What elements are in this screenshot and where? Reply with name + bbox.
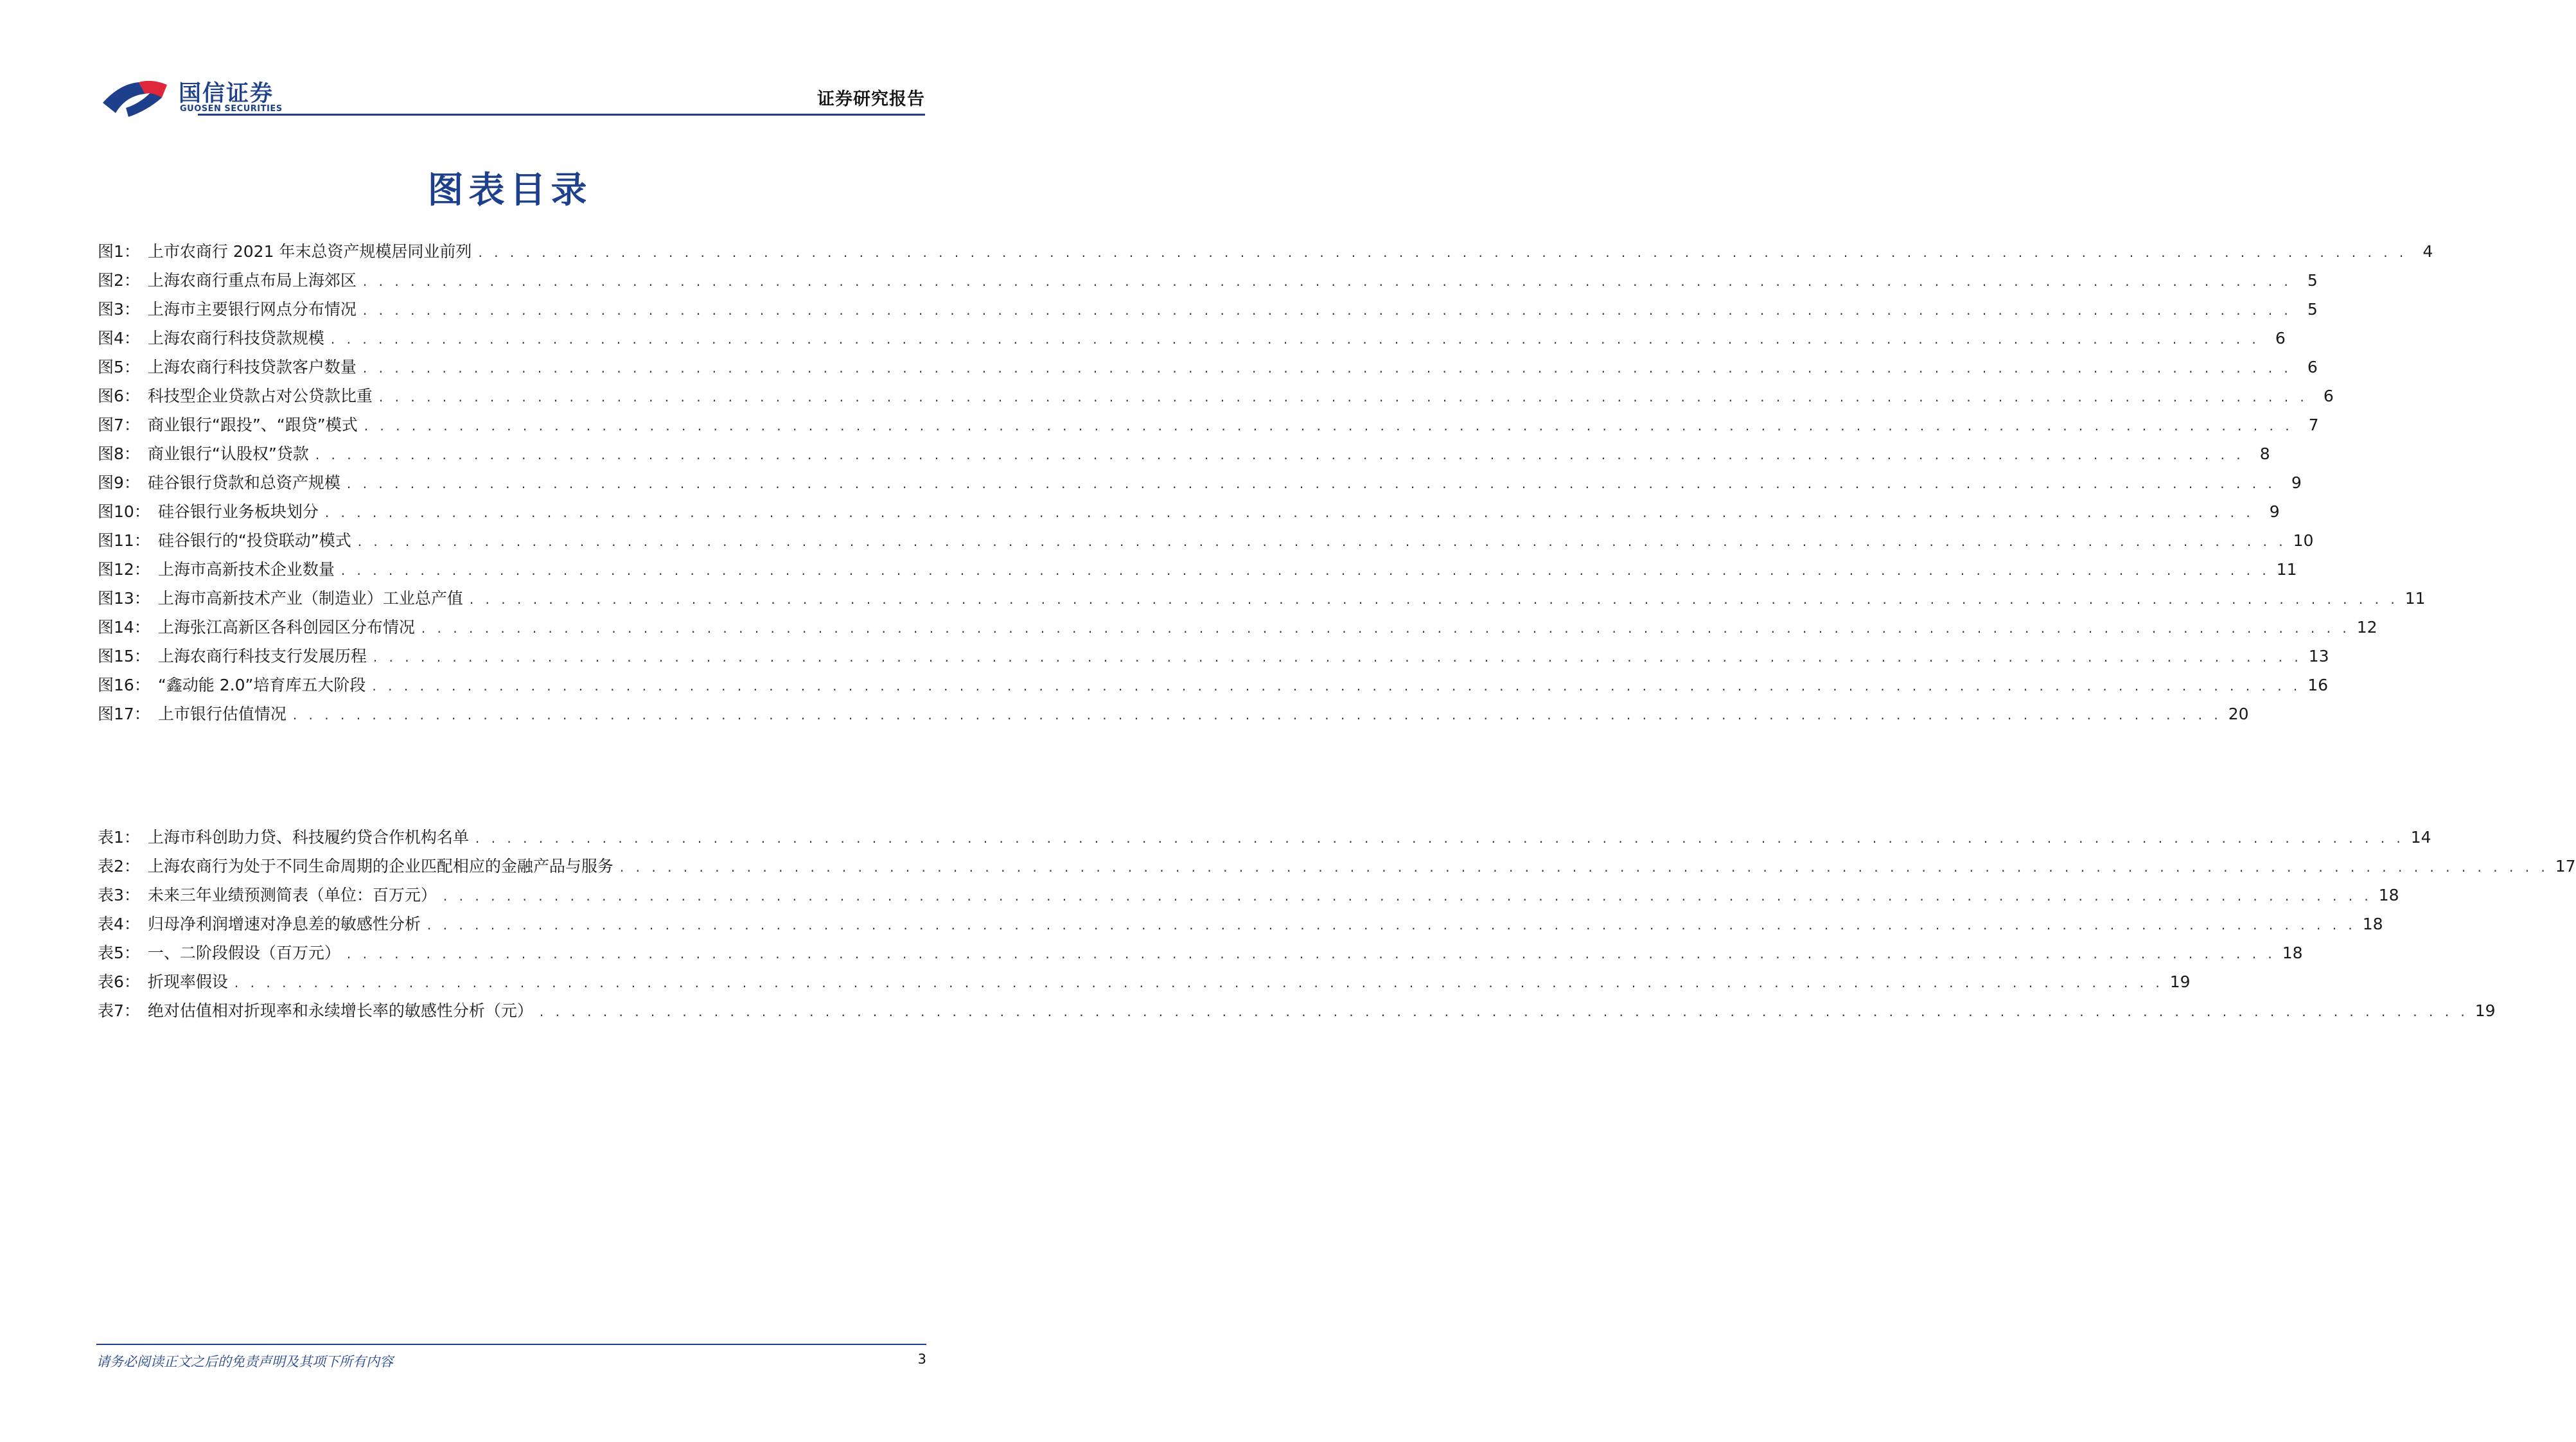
toc-title: 商业银行“认股权”贷款 <box>147 444 309 463</box>
logo-text-en: GUOSEN SECURITIES <box>180 104 283 114</box>
toc-page-number: 4 <box>2422 242 2433 261</box>
toc-leader: . . . . . . . . . . . . . . . . . . . . . . . . . . . . . . . . . . . . . . . . . . . . . . . . . . . . . . . . . . . . . . . . . . . . . . . . . . . . . . . . . . . . . . . . . . . . . . . . . . . . . . . . . . . . . . . . . . . . . . . . . . <box>378 389 2308 405</box>
toc-leader: . . . . . . . . . . . . . . . . . . . . . . . . . . . . . . . . . . . . . . . . . . . . . . . . . . . . . . . . . . . . . . . . . . . . . . . . . . . . . . . . . . . . . . . . . . . . . . . . . . . . . . . . . . . . . . . . . . . . . . . . . . <box>324 505 2254 520</box>
toc-label: 表4： <box>98 915 140 933</box>
toc-label: 图8： <box>98 444 140 463</box>
toc-entry-figure-11[interactable] <box>98 528 2314 557</box>
toc-leader: . . . . . . . . . . . . . . . . . . . . . . . . . . . . . . . . . . . . . . . . . . . . . . . . . . . . . . . . . . . . . . . . . . . . . . . . . . . . . . . . . . . . . . . . . . . . . . . . . . . . . . . . . . . . . . . . . . . . . . . . . . <box>469 592 2399 607</box>
toc-label: 图13： <box>98 589 150 608</box>
toc-title: 硅谷银行贷款和总资产规模 <box>147 473 340 492</box>
toc-title: 上海农商行科技支行发展历程 <box>157 647 367 665</box>
toc-leader: . . . . . . . . . . . . . . . . . . . . . . . . . . . . . . . . . . . . . . . . . . . . . . . . . . . . . . . . . . . . . . . . . . . . . . . . . . . . . . . . . . . . . . . . . . . . . . . . . . . . . . . . . . . . . . . . . . . . . . . . . . <box>421 620 2351 636</box>
toc-entry-figure-5[interactable] <box>98 355 2318 383</box>
toc-page-number: 6 <box>2275 329 2286 347</box>
toc-label: 表1： <box>98 828 140 847</box>
toc-page-number: 9 <box>2269 502 2280 521</box>
toc-page-number: 18 <box>2362 915 2383 933</box>
guosen-logo-icon <box>100 76 171 121</box>
toc-title: 上海农商行科技贷款客户数量 <box>147 358 357 376</box>
toc-label: 图15： <box>98 647 150 665</box>
toc-leader: . . . . . . . . . . . . . . . . . . . . . . . . . . . . . . . . . . . . . . . . . . . . . . . . . . . . . . . . . . . . . . . . . . . . . . . . . . . . . . . . . . . . . . . . . . . . . . . . . . . . . . . . . . . . . . . . . . . . . . . . . . <box>362 274 2292 289</box>
toc-title: 一、二阶段假设（百万元） <box>147 944 340 962</box>
toc-leader: . . . . . . . . . . . . . . . . . . . . . . . . . . . . . . . . . . . . . . . . . . . . . . . . . . . . . . . . . . . . . . . . . . . . . . . . . . . . . . . . . . . . . . . . . . . . . . . . . . . . . . . . . . . . . . . . . . . . . . . . . . <box>346 946 2276 962</box>
report-type-label: 证券研究报告 <box>817 89 925 109</box>
footer-disclaimer: 请务必阅读正文之后的免责声明及其项下所有内容 <box>96 1354 393 1369</box>
toc-leader: . . . . . . . . . . . . . . . . . . . . . . . . . . . . . . . . . . . . . . . . . . . . . . . . . . . . . . . . . . . . . . . . . . . . . . . . . . . . . . . . . . . . . . . . . . . . . . . . . . . . . . . . . . . . . . . . . . . . . . . . . . <box>443 888 2372 904</box>
toc-leader: . . . . . . . . . . . . . . . . . . . . . . . . . . . . . . . . . . . . . . . . . . . . . . . . . . . . . . . . . . . . . . . . . . . . . . . . . . . . . . . . . . . . . . . . . . . . . . . . . . . . . . . . . . . . . . . . . . . . . . . . . . <box>315 447 2245 462</box>
toc-page-number: 19 <box>2169 972 2191 991</box>
toc-entry-figure-17[interactable] <box>98 701 2249 730</box>
toc-label: 图3： <box>98 300 140 319</box>
toc-entry-table-5[interactable] <box>98 940 2303 969</box>
toc-entry-figure-6[interactable] <box>98 383 2334 412</box>
toc-title: 硅谷银行业务板块划分 <box>157 502 319 521</box>
toc-label: 图14： <box>98 618 150 637</box>
toc-label: 图10： <box>98 502 150 521</box>
toc-leader: . . . . . . . . . . . . . . . . . . . . . . . . . . . . . . . . . . . . . . . . . . . . . . . . . . . . . . . . . . . . . . . . . . . . . . . . . . . . . . . . . . . . . . . . . . . . . . . . . . . . . . . . . . . . . . . . . . . . . . . . . . <box>373 649 2302 665</box>
toc-title: 上海市高新技术企业数量 <box>157 560 335 579</box>
toc-page-number: 18 <box>2378 886 2399 904</box>
toc-entry-figure-3[interactable] <box>98 297 2318 326</box>
toc-leader: . . . . . . . . . . . . . . . . . . . . . . . . . . . . . . . . . . . . . . . . . . . . . . . . . . . . . . . . . . . . . . . . . . . . . . . . . . . . . . . . . . . . . . . . . . . . . . . . . . . . . . . . . . . . . . . . . . . . . . . . . . <box>357 534 2287 549</box>
toc-leader: . . . . . . . . . . . . . . . . . . . . . . . . . . . . . . . . . . . . . . . . . . . . . . . . . . . . . . . . . . . . . . . . . . . . . . . . . . . . . . . . . . . . . . . . . . . . . . . . . . . . . . . . . . . . . . . . . . . . . . . . . . <box>362 303 2292 318</box>
toc-entry-table-3[interactable] <box>98 883 2399 911</box>
toc-page-number: 5 <box>2307 300 2318 319</box>
toc-page-number: 6 <box>2307 358 2318 376</box>
toc-leader: . . . . . . . . . . . . . . . . . . . . . . . . . . . . . . . . . . . . . . . . . . . . . . . . . . . . . . . . . . . . . . . . . . . . . . . . . . . . . . . . . . . . . . . . . . . . . . . . . . . . . . . . . . . . . . . . . . . . . . . . . . <box>478 245 2408 260</box>
toc-entry-figure-8[interactable] <box>98 441 2270 470</box>
toc-entry-table-7[interactable] <box>98 998 2496 1027</box>
toc-entry-table-4[interactable] <box>98 911 2383 940</box>
toc-title: “鑫动能 2.0”培育库五大阶段 <box>157 676 366 694</box>
toc-leader: . . . . . . . . . . . . . . . . . . . . . . . . . . . . . . . . . . . . . . . . . . . . . . . . . . . . . . . . . . . . . . . . . . . . . . . . . . . . . . . . . . . . . . . . . . . . . . . . . . . . . . . . . . . . . . . . . . . . . . . . . . <box>619 859 2549 875</box>
logo-text-cn: 国信证券 <box>179 81 274 107</box>
toc-label: 图6： <box>98 387 140 405</box>
toc-leader: . . . . . . . . . . . . . . . . . . . . . . . . . . . . . . . . . . . . . . . . . . . . . . . . . . . . . . . . . . . . . . . . . . . . . . . . . . . . . . . . . . . . . . . . . . . . . . . . . . . . . . . . . . . . . . . . . . . . . . . . . . <box>292 707 2222 723</box>
toc-page-number: 16 <box>2307 676 2329 694</box>
toc-entry-figure-7[interactable] <box>98 412 2319 441</box>
toc-entry-figure-14[interactable] <box>98 615 2378 644</box>
toc-entry-figure-4[interactable] <box>98 326 2286 355</box>
toc-label: 表7： <box>98 1001 140 1020</box>
toc-title: 商业银行“跟投”、“跟贷”模式 <box>147 416 358 434</box>
toc-page-number: 11 <box>2404 589 2426 608</box>
toc-title: 归母净利润增速对净息差的敏感性分析 <box>147 915 421 933</box>
toc-entry-figure-1[interactable] <box>98 239 2433 268</box>
toc-label: 表3： <box>98 886 140 904</box>
toc-leader: . . . . . . . . . . . . . . . . . . . . . . . . . . . . . . . . . . . . . . . . . . . . . . . . . . . . . . . . . . . . . . . . . . . . . . . . . . . . . . . . . . . . . . . . . . . . . . . . . . . . . . . . . . . . . . . . . . . . . . . . . . <box>362 360 2292 376</box>
page-title: 图表目录 <box>427 170 592 211</box>
toc-entry-figure-9[interactable] <box>98 470 2302 499</box>
toc-label: 图5： <box>98 358 140 376</box>
toc-title: 未来三年业绩预测简表（单位：百万元） <box>147 886 437 904</box>
toc-title: 上海农商行为处于不同生命周期的企业匹配相应的金融产品与服务 <box>147 857 613 875</box>
toc-title: 科技型企业贷款占对公贷款比重 <box>147 387 373 405</box>
toc-entry-figure-15[interactable] <box>98 644 2329 673</box>
toc-label: 图7： <box>98 416 140 434</box>
table-list <box>98 825 2576 1027</box>
toc-entry-table-6[interactable] <box>98 969 2191 998</box>
toc-leader: . . . . . . . . . . . . . . . . . . . . . . . . . . . . . . . . . . . . . . . . . . . . . . . . . . . . . . . . . . . . . . . . . . . . . . . . . . . . . . . . . . . . . . . . . . . . . . . . . . . . . . . . . . . . . . . . . . . . . . . . . . <box>364 418 2293 434</box>
toc-leader: . . . . . . . . . . . . . . . . . . . . . . . . . . . . . . . . . . . . . . . . . . . . . . . . . . . . . . . . . . . . . . . . . . . . . . . . . . . . . . . . . . . . . . . . . . . . . . . . . . . . . . . . . . . . . . . . . . . . . . . . . . <box>372 678 2302 694</box>
toc-leader: . . . . . . . . . . . . . . . . . . . . . . . . . . . . . . . . . . . . . . . . . . . . . . . . . . . . . . . . . . . . . . . . . . . . . . . . . . . . . . . . . . . . . . . . . . . . . . . . . . . . . . . . . . . . . . . . . . . . . . . . . . <box>475 831 2404 846</box>
toc-title: 上海市科创助力贷、科技履约贷合作机构名单 <box>147 828 469 847</box>
toc-page-number: 13 <box>2308 647 2329 665</box>
toc-title: 上海市高新技术产业（制造业）工业总产值 <box>157 589 463 608</box>
toc-leader: . . . . . . . . . . . . . . . . . . . . . . . . . . . . . . . . . . . . . . . . . . . . . . . . . . . . . . . . . . . . . . . . . . . . . . . . . . . . . . . . . . . . . . . . . . . . . . . . . . . . . . . . . . . . . . . . . . . . . . . . . . <box>346 476 2276 491</box>
toc-title: 硅谷银行的“投贷联动”模式 <box>157 531 351 550</box>
toc-label: 图1： <box>98 242 140 261</box>
toc-page-number: 18 <box>2282 944 2303 962</box>
toc-page-number: 10 <box>2293 531 2314 550</box>
toc-page-number: 9 <box>2291 473 2302 492</box>
toc-title: 折现率假设 <box>147 972 228 991</box>
toc-entry-figure-13[interactable] <box>98 586 2426 615</box>
toc-entry-figure-16[interactable] <box>98 673 2329 701</box>
toc-entry-figure-2[interactable] <box>98 268 2318 297</box>
toc-leader: . . . . . . . . . . . . . . . . . . . . . . . . . . . . . . . . . . . . . . . . . . . . . . . . . . . . . . . . . . . . . . . . . . . . . . . . . . . . . . . . . . . . . . . . . . . . . . . . . . . . . . . . . . . . . . . . . . . . . . . . . . <box>330 331 2260 347</box>
toc-title: 上海张江高新区各科创园区分布情况 <box>157 618 415 637</box>
toc-page-number: 17 <box>2555 857 2576 875</box>
toc-page-number: 19 <box>2475 1001 2496 1020</box>
toc-label: 图16： <box>98 676 150 694</box>
page-number: 3 <box>917 1351 926 1367</box>
header-divider <box>198 114 925 116</box>
toc-title: 上市银行估值情况 <box>157 705 287 723</box>
toc-label: 图12： <box>98 560 150 579</box>
footer-divider <box>96 1344 926 1345</box>
toc-leader: . . . . . . . . . . . . . . . . . . . . . . . . . . . . . . . . . . . . . . . . . . . . . . . . . . . . . . . . . . . . . . . . . . . . . . . . . . . . . . . . . . . . . . . . . . . . . . . . . . . . . . . . . . . . . . . . . . . . . . . . . . <box>234 975 2164 990</box>
toc-page-number: 5 <box>2307 271 2318 290</box>
toc-page-number: 6 <box>2323 387 2334 405</box>
toc-page-number: 7 <box>2308 416 2319 434</box>
toc-leader: . . . . . . . . . . . . . . . . . . . . . . . . . . . . . . . . . . . . . . . . . . . . . . . . . . . . . . . . . . . . . . . . . . . . . . . . . . . . . . . . . . . . . . . . . . . . . . . . . . . . . . . . . . . . . . . . . . . . . . . . . . <box>340 563 2270 578</box>
toc-title: 上海市主要银行网点分布情况 <box>147 300 357 319</box>
toc-entry-table-1[interactable] <box>98 825 2431 854</box>
toc-label: 表2： <box>98 857 140 875</box>
toc-title: 绝对估值相对折现率和永续增长率的敏感性分析（元） <box>147 1001 533 1020</box>
toc-title: 上市农商行 2021 年末总资产规模居同业前列 <box>147 242 472 261</box>
toc-page-number: 20 <box>2228 705 2249 723</box>
toc-entry-table-2[interactable] <box>98 854 2576 883</box>
toc-leader: . . . . . . . . . . . . . . . . . . . . . . . . . . . . . . . . . . . . . . . . . . . . . . . . . . . . . . . . . . . . . . . . . . . . . . . . . . . . . . . . . . . . . . . . . . . . . . . . . . . . . . . . . . . . . . . . . . . . . . . . . . <box>427 917 2356 933</box>
toc-page-number: 12 <box>2356 618 2378 637</box>
toc-label: 图9： <box>98 473 140 492</box>
toc-label: 图11： <box>98 531 150 550</box>
toc-label: 图2： <box>98 271 140 290</box>
toc-leader: . . . . . . . . . . . . . . . . . . . . . . . . . . . . . . . . . . . . . . . . . . . . . . . . . . . . . . . . . . . . . . . . . . . . . . . . . . . . . . . . . . . . . . . . . . . . . . . . . . . . . . . . . . . . . . . . . . . . . . . . . . <box>539 1004 2469 1019</box>
toc-title: 上海农商行科技贷款规模 <box>147 329 324 347</box>
toc-label: 表6： <box>98 972 140 991</box>
toc-label: 图4： <box>98 329 140 347</box>
toc-page-number: 8 <box>2259 444 2270 463</box>
toc-page-number: 11 <box>2276 560 2297 579</box>
toc-entry-figure-10[interactable] <box>98 499 2280 528</box>
toc-page-number: 14 <box>2410 828 2431 847</box>
toc-title: 上海农商行重点布局上海郊区 <box>147 271 357 290</box>
toc-label: 表5： <box>98 944 140 962</box>
toc-label: 图17： <box>98 705 150 723</box>
toc-entry-figure-12[interactable] <box>98 557 2297 586</box>
figure-list <box>98 239 2433 730</box>
